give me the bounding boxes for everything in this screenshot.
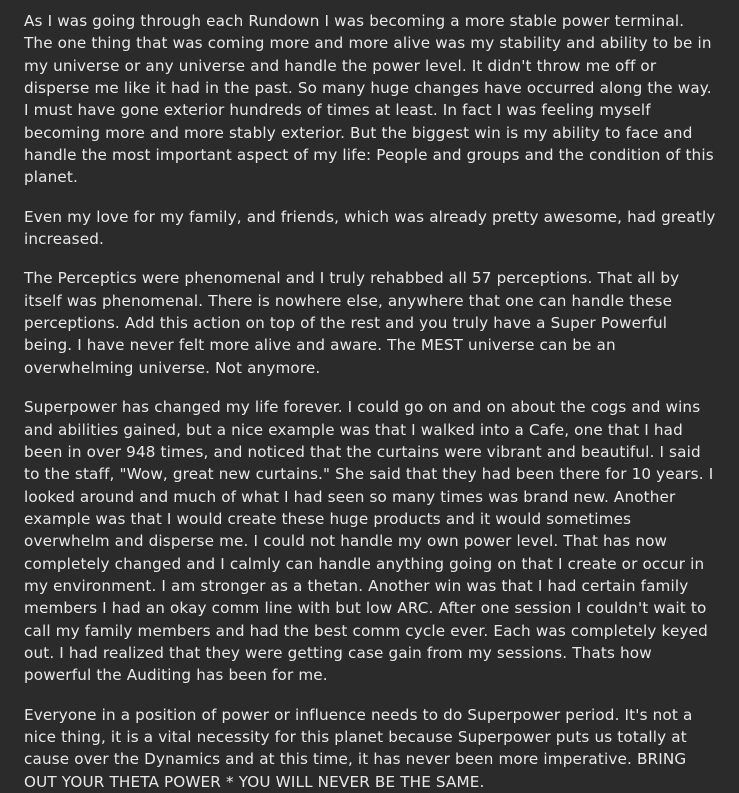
- paragraph: Everyone in a position of power or influence needs to do Superpower period. It's not a nice thing, it is a vital necessity for this planet because Superpower puts us totally at cause over the Dynamics and at this time, it has never been more imperative. BRING OUT YOUR THETA POWER * YOU WILL NEVER BE THE SAME.: [24, 705, 693, 791]
- paragraph: Superpower has changed my life forever. I could go on and on about the cogs and wins and abilities gained, but a nice example was that I walked into a Cafe, one that I had been in over 948 times, and noticed that the curtains were vibrant and beautiful. I said to the staff, "Wow, great new curtains." She said that they had been there for 10 years. I looked around and much of what I had seen so many times was brand new. Another example was that I would create these huge products and it would sometimes overwhelm and disperse me. I could not handle my own power level. That has now completely changed and I calmly can handle anything going on that I create or occur in my environment. I am stronger as a thetan. Another win was that I had certain family members I had an okay comm line with but low ARC. After one session I couldn't wait to call my family members and had the best comm cycle ever. Each was completely keyed out. I had realized that they were getting case gain from my sessions. Thats how powerful the Auditing has been for me.: [24, 398, 714, 685]
- paragraph: As I was going through each Rundown I was becoming a more stable power terminal. The one thing that was coming more and more alive was my stability and ability to be in my universe or any universe and handle the power level. It didn't throw me off or disperse me like it had in the past. So many huge changes have occurred along the way. I must have gone exterior hundreds of times at least. In fact I was feeling myself becoming more and more stably exterior. But the biggest win is my ability to face and handle the most important aspect of my life: People and groups and the condition of this planet.: [24, 12, 714, 187]
- paragraph: Even my love for my family, and friends, which was already pretty awesome, had greatly increased.: [24, 207, 716, 249]
- paragraph: The Perceptics were phenomenal and I truly rehabbed all 57 perceptions. That all by itself was phenomenal. There is nowhere else, anywhere that one can handle these perceptions. Add this action on top of the rest and you truly have a Super Powerful being. I have never felt more alive and aware. The MEST universe can be an overwhelming universe. Not anymore.: [24, 269, 680, 377]
